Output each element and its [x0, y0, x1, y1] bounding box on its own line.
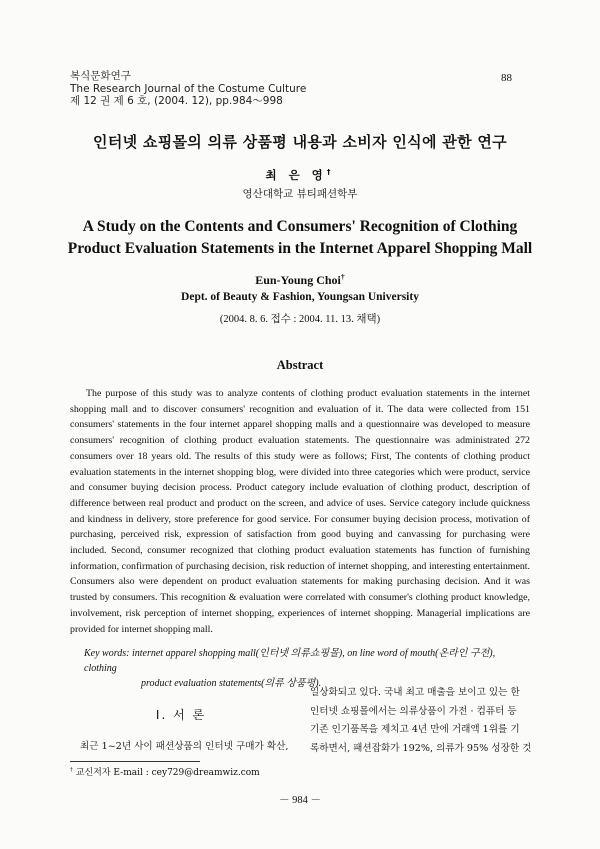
submission-dates: (2004. 8. 6. 접수 : 2004. 11. 13. 채택) — [219, 314, 381, 325]
paper-title-korean: 인터넷 쇼핑몰의 의류 상품평 내용과 소비자 인식에 관한 연구 — [93, 133, 507, 151]
affiliation-english: Dept. of Beauty & Fashion, Youngsan University — [181, 291, 419, 303]
page-number: 88 — [501, 72, 512, 84]
author-korean — [0, 167, 600, 183]
keywords-line-2: product evaluation statements(의류 상품평). — [141, 678, 322, 689]
abstract-heading: Abstract — [276, 358, 324, 372]
footnote — [70, 765, 260, 778]
author-korean-name: 최 은 영 — [265, 168, 327, 182]
body-right-line: 일상화되고 있다. 국내 최고 매출을 보이고 있는 한 — [310, 687, 520, 698]
affiliation-korean: 영산대학교 뷰티패션학부 — [242, 188, 358, 200]
journal-name-english: The Research Journal of the Costume Culture — [70, 82, 307, 95]
body-text-left-column: 최근 1~2년 사이 패션상품의 인터넷 구매가 확산, — [80, 741, 289, 752]
body-right-line: 록하면서, 패션잡화가 192%, 의류가 95% 성장한 것 — [310, 742, 532, 754]
body-right-line: 기존 인기품목을 제치고 4년 만에 거래액 1위를 기 — [310, 724, 520, 736]
body-text-right-column — [310, 684, 532, 758]
body-right-line: 인터넷 쇼핑몰에서는 의류상품이 가전 · 컴퓨터 등 — [310, 705, 517, 717]
corresponding-author-mark-english: † — [340, 272, 345, 281]
journal-name-korean: 복식문화연구 — [70, 70, 131, 82]
footnote-text: 교신저자 E-mail : cey729@dreamwiz.com — [75, 768, 260, 778]
author-english — [0, 272, 600, 288]
paper-title-english: A Study on the Contents and Consumers' Recognition of Clothing Product Evaluation Statements in the Internet Apparel Shopping Mall — [67, 218, 533, 257]
footnote-divider — [70, 761, 200, 762]
keywords-line-1: Key words: internet apparel shopping mall(인터넷 의류쇼핑몰), on line word of mouth(온라인 구전), clothing — [84, 648, 496, 674]
abstract-body: The purpose of this study was to analyze contents of clothing product evaluation statements in the internet shopping mall and to discover consumers' recognition and evaluation of it. The data were collected from 151 consumers' statements in the four internet apparel shopping malls and a questionnaire was developed to measure consumers' recognition of clothing product evaluation statements. The questionnaire was administrated 272 consumers over 18 years old. The results of this study were as follows; First, The contents of clothing product evaluation statements in the internet shopping blog, were divided into three categories which were product, service and consumer buying decision process. Product category include evaluation of clothing product, description of difference between real product and product on the screen, and advice of uses. Service category include quickness and kindness in delivery, store preference for good service. For consumer buying decision process, motivation of purchasing, perceived risk, expression of satisfaction from good buying and canvassing for purchasing were included. Second, consumer recognized that clothing product evaluation statements has function of furnishing information, confirmation of purchasing decision, risk reduction of internet shopping, and interesting entertainment. Consumers also were dependent on product evaluation statements for making purchasing decision. And it was trusted by consumers. This recognition & evaluation were correlated with consumer's clothing product knowledge, involvement, risk perception of internet shopping, experiences of internet shopping. Managerial implications are provided for internet shopping mall. — [70, 388, 530, 635]
corresponding-author-mark: † — [326, 167, 335, 177]
journal-header — [70, 70, 306, 108]
author-english-name: Eun-Young Choi — [255, 273, 341, 287]
journal-volume-line: 제 12 권 제 6 호, (2004. 12), pp.984～998 — [70, 95, 283, 107]
section-heading-introduction: Ⅰ. 서 론 — [155, 708, 207, 722]
footnote-mark: † — [70, 767, 73, 773]
footer-page-number: － 984 － — [279, 795, 321, 806]
